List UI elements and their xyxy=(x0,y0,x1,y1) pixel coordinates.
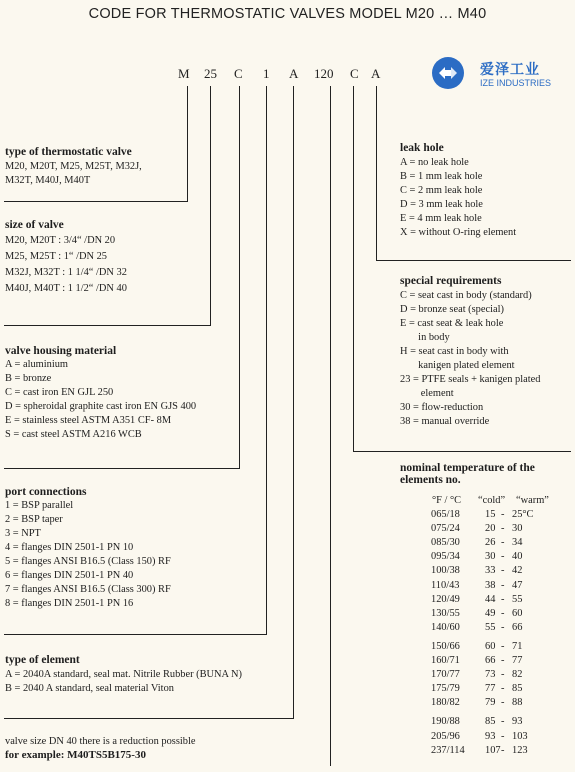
list-item: C = cast iron EN GJL 250 xyxy=(5,387,114,398)
temp-code-cell: 130/55 xyxy=(431,607,460,619)
temp-code-cell: 190/88 xyxy=(431,716,460,728)
temp-warm-cell: 77 xyxy=(512,655,523,666)
code-letter-temperature: 120 xyxy=(314,66,334,81)
list-item: 5 = flanges ANSI B16.5 (Class 150) RF xyxy=(5,556,171,567)
list-item: B = bronze xyxy=(5,373,52,384)
temp-cold-cell: 20 xyxy=(485,523,496,535)
section-title: type of element xyxy=(5,654,80,666)
temp-dash-cell: - xyxy=(501,730,505,742)
list-item: in body xyxy=(400,332,450,343)
temp-code-cell: 170/77 xyxy=(431,669,460,681)
temp-warm-cell: 85 xyxy=(512,683,523,695)
connector-leak xyxy=(376,86,377,261)
list-item: B = 1 mm leak hole xyxy=(400,171,483,182)
connector-housing xyxy=(239,86,240,469)
connector-element-h xyxy=(4,718,294,719)
temp-header-cold: “cold” xyxy=(478,495,506,506)
list-item: B = 2040 A standard, seal material Viton xyxy=(5,683,174,694)
temp-cold-cell: 38 xyxy=(485,579,496,591)
temp-code-cell: 160/71 xyxy=(431,655,460,666)
temp-cold-cell: 33 xyxy=(485,565,496,577)
temp-code-cell: 180/82 xyxy=(431,697,460,709)
temp-cold-cell: 30 xyxy=(485,551,496,563)
list-item: E = 4 mm leak hole xyxy=(400,213,482,224)
connector-temperature xyxy=(330,86,331,766)
list-item: D = spheroidal graphite cast iron EN GJS 400 xyxy=(5,401,197,412)
temp-code-cell: 100/38 xyxy=(431,565,460,577)
temp-code-cell: 140/60 xyxy=(431,621,460,633)
temp-dash-cell: - xyxy=(501,669,505,681)
temp-code-cell: 175/79 xyxy=(431,683,460,695)
temp-warm-cell: 60 xyxy=(512,607,523,619)
temp-warm-cell: 55 xyxy=(512,593,523,605)
section-title: type of thermostatic valve xyxy=(5,146,132,158)
temp-warm-cell: 71 xyxy=(512,640,523,652)
list-item: D = 3 mm leak hole xyxy=(400,199,483,210)
temp-cold-cell: 44 xyxy=(485,593,496,605)
temp-cold-cell: 73 xyxy=(485,669,496,681)
temp-dash-cell: - xyxy=(501,509,505,520)
temp-warm-cell: 40 xyxy=(512,551,523,563)
list-item: M20, M20T, M25, M25T, M32J, xyxy=(5,161,142,172)
footer-note: valve size DN 40 there is a reduction possible xyxy=(5,736,196,747)
temp-code-cell: 095/34 xyxy=(431,551,460,563)
section-title: size of valve xyxy=(5,219,64,231)
list-item: 7 = flanges ANSI B16.5 (Class 300) RF xyxy=(5,584,171,595)
list-item: A = no leak hole xyxy=(400,157,469,168)
connector-size xyxy=(210,86,211,326)
temp-cold-cell: 55 xyxy=(485,621,496,633)
temp-dash-cell: - xyxy=(501,537,505,549)
section-title: elements no. xyxy=(400,474,461,486)
list-item: C = 2 mm leak hole xyxy=(400,185,483,196)
temp-warm-cell: 25°C xyxy=(512,509,534,520)
list-item: M25, M25T : 1“ /DN 25 xyxy=(5,251,107,262)
list-item: M20, M20T : 3/4“ /DN 20 xyxy=(5,235,116,246)
connector-leak-h xyxy=(376,260,571,261)
temp-cold-cell: 93 xyxy=(485,730,496,742)
temp-cold-cell: 66 xyxy=(485,655,496,666)
temp-dash-cell: - xyxy=(501,683,505,695)
logo-text-cn: 爱泽工业 xyxy=(480,62,540,78)
temp-dash-cell: - xyxy=(501,716,505,728)
list-item: H = seat cast in body with xyxy=(400,346,509,357)
temp-dash-cell: - xyxy=(501,697,505,709)
list-item: 38 = manual override xyxy=(400,416,490,427)
section-temperature xyxy=(400,462,535,486)
temp-code-cell: 150/66 xyxy=(431,640,460,652)
list-item: 1 = BSP parallel xyxy=(5,500,74,511)
temp-dash-cell: - xyxy=(501,565,505,577)
temp-warm-cell: 88 xyxy=(512,697,523,709)
connector-type xyxy=(187,86,188,202)
temp-cold-cell: 79 xyxy=(485,697,496,709)
temp-code-cell: 075/24 xyxy=(431,523,460,535)
code-letter-ports: 1 xyxy=(263,66,270,81)
temp-dash-cell: - xyxy=(501,744,505,756)
list-item: 3 = NPT xyxy=(5,528,41,539)
list-item: S = cast steel ASTM A216 WCB xyxy=(5,429,142,440)
connector-housing-h xyxy=(4,468,240,469)
temp-warm-cell: 42 xyxy=(512,565,523,577)
list-item: E = cast seat & leak hole xyxy=(400,318,504,329)
list-item: M40J, M40T : 1 1/2“ /DN 40 xyxy=(5,283,127,294)
section-housing xyxy=(5,345,196,442)
list-item: C = seat cast in body (standard) xyxy=(400,290,532,301)
section-special xyxy=(400,275,540,429)
section-valve-type xyxy=(5,146,142,188)
temp-code-cell: 237/114 xyxy=(431,744,465,756)
temp-code-cell: 120/49 xyxy=(431,593,460,605)
temp-warm-cell: 66 xyxy=(512,621,523,633)
list-item: 4 = flanges DIN 2501-1 PN 10 xyxy=(5,542,134,553)
section-leak-hole xyxy=(400,142,516,240)
list-item: D = bronze seat (special) xyxy=(400,304,504,315)
temp-warm-cell: 103 xyxy=(512,730,528,742)
temp-cold-cell: 26 xyxy=(485,537,496,549)
list-item: element xyxy=(400,388,454,399)
temp-cold-cell: 49 xyxy=(485,607,496,619)
temp-code-cell: 205/96 xyxy=(431,730,460,742)
list-item: M32T, M40J, M40T xyxy=(5,175,91,186)
list-item: 8 = flanges DIN 2501-1 PN 16 xyxy=(5,598,134,609)
temp-header-warm: “warm” xyxy=(516,495,549,506)
temp-cold-cell: 77 xyxy=(485,683,496,695)
section-title: special requirements xyxy=(400,275,502,287)
section-title: leak hole xyxy=(400,142,444,154)
code-letter-type: M xyxy=(178,66,190,81)
list-item: A = 2040A standard, seal mat. Nitrile Rubber (BUNA N) xyxy=(5,669,243,680)
page-title: CODE FOR THERMOSTATIC VALVES MODEL M20 … M40 xyxy=(88,6,487,22)
temp-code-cell: 085/30 xyxy=(431,537,460,549)
section-ports xyxy=(5,486,171,611)
list-item: 6 = flanges DIN 2501-1 PN 40 xyxy=(5,570,134,581)
list-item: 30 = flow-reduction xyxy=(400,402,484,413)
temp-dash-cell: - xyxy=(501,523,505,535)
connector-element xyxy=(293,86,294,719)
section-title: nominal temperature of the xyxy=(400,462,535,474)
temp-dash-cell: - xyxy=(501,607,505,619)
temp-dash-cell: - xyxy=(501,640,505,652)
footer-example: for example: M40TS5B175-30 xyxy=(5,749,146,761)
temp-warm-cell: 82 xyxy=(512,669,523,681)
section-valve-size xyxy=(5,219,127,297)
temp-warm-cell: 93 xyxy=(512,716,523,728)
company-logo xyxy=(432,57,572,91)
section-title: valve housing material xyxy=(5,345,117,357)
ize-logo-icon xyxy=(432,57,464,89)
temp-cold-cell: 85 xyxy=(485,716,496,728)
temp-cold-cell: 60 xyxy=(485,640,496,652)
code-letter-leak: A xyxy=(371,66,381,81)
temp-header-f-c: °F / °C xyxy=(432,495,462,506)
temp-warm-cell: 47 xyxy=(512,579,523,591)
list-item: X = without O-ring element xyxy=(400,227,517,238)
temp-warm-cell: 123 xyxy=(512,744,528,756)
connector-ports-h xyxy=(4,634,267,635)
temp-warm-cell: 30 xyxy=(512,523,523,535)
list-item: A = aluminium xyxy=(5,359,69,370)
list-item: E = stainless steel ASTM A351 CF- 8M xyxy=(5,415,172,426)
temp-dash-cell: - xyxy=(501,593,505,605)
list-item: 2 = BSP taper xyxy=(5,514,63,525)
code-letter-housing: C xyxy=(234,66,243,81)
section-title: port connections xyxy=(5,486,87,498)
temp-cold-cell: 15 xyxy=(485,509,496,520)
code-letter-special: C xyxy=(350,66,359,81)
connector-ports xyxy=(266,86,267,635)
temp-dash-cell: - xyxy=(501,621,505,633)
temp-warm-cell: 34 xyxy=(512,537,523,549)
temp-dash-cell: - xyxy=(501,655,505,666)
code-letter-element: A xyxy=(289,66,299,81)
list-item: M32J, M32T : 1 1/4“ /DN 32 xyxy=(5,267,127,278)
code-letter-size: 25 xyxy=(204,66,217,81)
logo-text-en: IZE INDUSTRIES xyxy=(480,78,552,88)
temp-dash-cell: - xyxy=(501,551,505,563)
temp-code-cell: 065/18 xyxy=(431,509,460,520)
connector-special-h xyxy=(353,451,571,452)
connector-special xyxy=(353,86,354,452)
list-item: kanigen plated element xyxy=(400,360,515,371)
temp-cold-cell: 107 xyxy=(485,744,501,756)
temp-dash-cell: - xyxy=(501,579,505,591)
connector-type-h xyxy=(4,201,188,202)
list-item: 23 = PTFE seals + kanigen plated xyxy=(400,374,541,385)
section-element xyxy=(5,654,242,696)
connector-size-h xyxy=(4,325,211,326)
temp-code-cell: 110/43 xyxy=(431,579,460,591)
